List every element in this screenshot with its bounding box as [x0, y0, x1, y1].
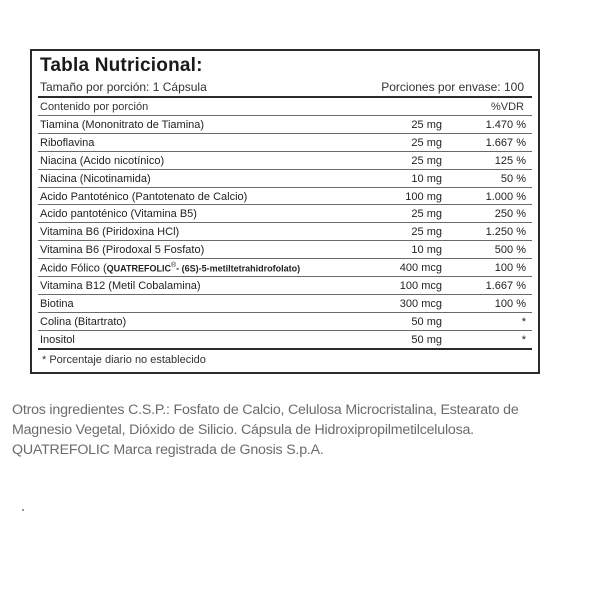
nutrient-amount: 100 mg [405, 190, 442, 203]
nutrient-amount: 25 mg [411, 119, 442, 131]
table-row [38, 312, 532, 330]
registered-mark: ® [170, 262, 177, 270]
nutrient-vdr: * [521, 333, 526, 346]
table-row [38, 240, 532, 258]
other-ingredients [12, 400, 597, 460]
table-title: Tabla Nutricional: [40, 55, 203, 76]
table-row [38, 276, 532, 294]
nutrient-name: Biotina [40, 297, 74, 310]
nutrient-vdr: 1.470 % [485, 119, 526, 131]
table-row [38, 115, 532, 133]
other-ingredients-line: Magnesio Vegetal, Dióxido de Silicio. Cápsula de Hidroxipropilmetilcelulosa. [12, 422, 474, 438]
table-header [40, 100, 524, 115]
nutrient-amount: 25 mg [411, 208, 442, 221]
nutrient-amount: 300 mcg [399, 297, 442, 310]
table-row [38, 222, 532, 240]
nutrient-vdr: 1.000 % [485, 190, 526, 203]
nutrient-vdr: 1.667 % [485, 136, 526, 149]
nutrient-amount: 10 mg [411, 244, 442, 257]
nutrition-table [30, 49, 540, 374]
footnote: * Porcentaje diario no establecido [42, 354, 206, 366]
nutrient-vdr: 125 % [494, 154, 526, 167]
table-row [38, 294, 532, 312]
nutrient-name: Vitamina B6 (Pirodoxal 5 Fosfato) [40, 244, 205, 257]
nutrient-name: Riboflavina [40, 136, 95, 149]
nutrient-name: Inositol [40, 333, 75, 346]
nutrient-name: Niacina (Acido nicotínico) [40, 154, 165, 167]
nutrient-vdr: 100 % [494, 262, 526, 275]
nutrient-amount: 25 mg [411, 154, 442, 167]
nutrient-vdr: 500 % [494, 244, 526, 257]
stray-dot [22, 509, 24, 511]
nutrient-amount: 400 mcg [399, 262, 442, 275]
divider-bottom [38, 348, 532, 350]
nutrient-rows [38, 115, 532, 348]
nutrient-vdr: * [521, 315, 526, 328]
table-row [38, 133, 532, 151]
nutrient-amount: 10 mg [411, 172, 442, 185]
nutrient-vdr: 100 % [494, 297, 526, 310]
nutrient-name: Colina (Bitartrato) [40, 315, 127, 328]
nutrient-name: Vitamina B6 (Piridoxina HCl) [40, 226, 180, 239]
nutrient-amount: 25 mg [411, 136, 442, 149]
nutrient-name: Tiamina (Mononitrato de Tiamina) [40, 119, 205, 131]
trademark-note: QUATREFOLIC Marca registrada de Gnosis S.p.A. [12, 442, 324, 458]
nutrient-amount: 25 mg [411, 226, 442, 239]
table-row [38, 151, 532, 169]
servings-per-container: Porciones por envase: 100 [381, 80, 524, 94]
nutrient-amount: 100 mcg [399, 280, 442, 293]
nutrient-vdr: 250 % [494, 208, 526, 221]
other-ingredients-line: Otros ingredientes C.S.P.: Fosfato de Calcio, Celulosa Microcristalina, Estearato de [12, 402, 519, 418]
nutrient-vdr: 1.250 % [485, 226, 526, 239]
nutrient-name: Vitamina B12 (Metil Cobalamina) [40, 280, 201, 293]
header-content-label: Contenido por porción [40, 101, 149, 113]
header-vdr-label: %VDR [490, 101, 524, 113]
nutrient-vdr: 1.667 % [485, 280, 526, 293]
quatrefolic-brand: QUATREFOLIC [106, 263, 171, 274]
table-row [38, 187, 532, 205]
table-row [38, 169, 532, 187]
folic-suffix: - (6S)-5-metiltetrahidrofolato) [176, 263, 301, 274]
nutrient-name-folic [40, 262, 300, 275]
table-row [38, 204, 532, 222]
nutrient-amount: 50 mg [411, 315, 442, 328]
nutrient-name: Acido Pantoténico (Pantotenato de Calcio) [40, 190, 248, 203]
table-row [38, 258, 532, 276]
serving-size: Tamaño por porción: 1 Cápsula [40, 80, 207, 94]
nutrient-name: Niacina (Nicotinamida) [40, 172, 151, 185]
divider-top [38, 96, 532, 98]
table-row [38, 330, 532, 348]
nutrient-name: Acido pantoténico (Vitamina B5) [40, 208, 197, 221]
nutrient-amount: 50 mg [411, 333, 442, 346]
nutrient-vdr: 50 % [500, 172, 526, 185]
folic-prefix: Acido Fólico ( [40, 262, 107, 275]
